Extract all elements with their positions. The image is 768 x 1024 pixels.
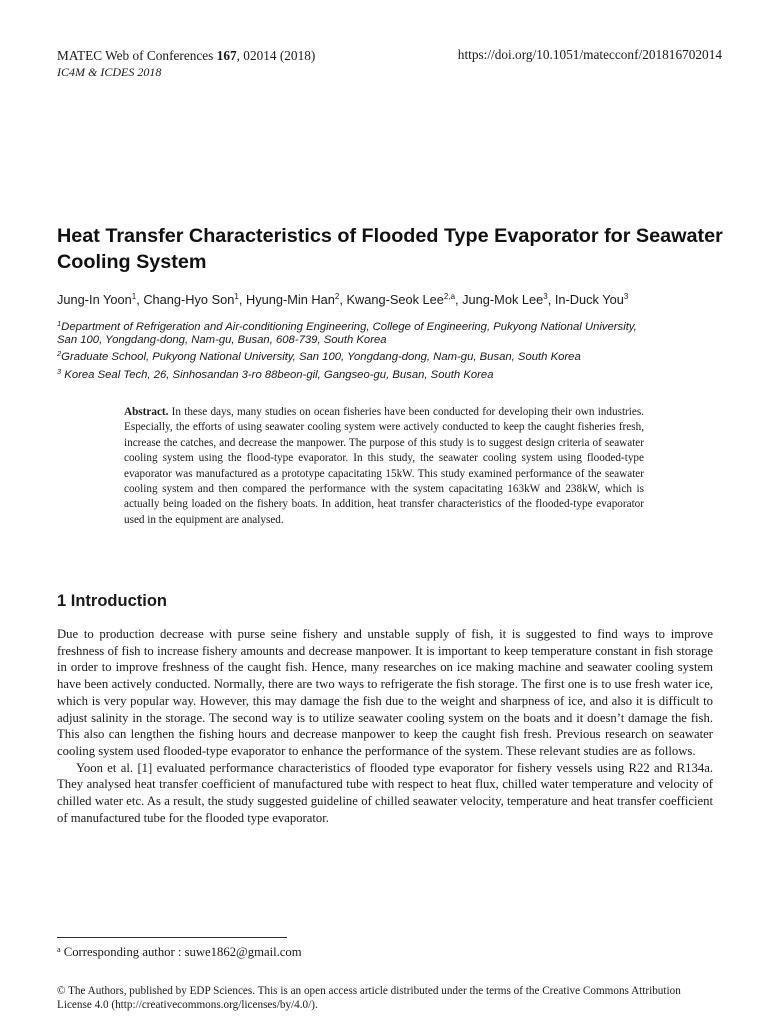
conference-name: MATEC Web of Conferences <box>57 48 217 63</box>
author-5: In-Duck You$^3$ <box>554 292 629 307</box>
footnote-divider <box>57 937 287 938</box>
author-affiliation-mark: 2 <box>334 292 340 301</box>
abstract-text: In these days, many studies on ocean fisheries have been conducted for developing their own industries. Especially, the efforts of using seawater cooling system were actively conducted to keep the caught fisheries fresh, increase the catches, and decrease the manpower. The purpose of this study is to suggest design criteria of seawater cooling system using the flood-type evaporator. In this study, the seawater cooling system using flooded-type evaporator was manufactured as a prototype capacitating 15kW. This study examined performance of the seawater cooling system and then compared the performance with the system capacitating 163kW and 238kW, which is actually being loaded on the fishery boats. In addition, heat transfer characteristics of the flooded-type evaporator used in the equipment are analysed. <box>124 406 644 526</box>
conference-subtitle: IC4M & ICDES 2018 <box>57 65 162 79</box>
running-header-conference <box>57 47 315 81</box>
author-4: Jung-Mok Lee$^3$, <box>462 292 555 307</box>
author-affiliation-mark: 3 <box>623 292 629 301</box>
paragraph: Yoon et al. [1] evaluated performance characteristics of flooded type evaporator for fishery vessels using R22 and R134a. They analysed heat transfer coefficient of manufactured tube with respect to heat flux, chilled water temperature and velocity of chilled water etc. As a result, the study suggested guideline of chilled seawater velocity, temperature and heat transfer coefficient of manufactured tube for the flooded type evaporator. <box>57 760 713 825</box>
author-affiliation-mark: 2,a <box>443 292 456 301</box>
affiliation-3: $^3$ Korea Seal Tech, 26, Sinhosandan 3-ro 88beon-gil, Gangseo-gu, Busan, South Korea <box>57 366 494 381</box>
section-heading-introduction: 1 Introduction <box>57 592 167 610</box>
introduction-body <box>57 626 713 826</box>
volume-number: 167 <box>216 48 237 63</box>
footnote-mark: a <box>57 945 61 954</box>
affiliation-2: $^2$Graduate School, Pukyong National University, San 100, Yongdang-dong, Nam-gu, Busan, South Korea <box>57 349 581 364</box>
author-affiliation-mark: 1 <box>131 292 137 301</box>
abstract-label: Abstract. <box>124 406 169 418</box>
author-3: Kwang-Seok Lee$^{2,a}$, <box>346 292 463 307</box>
affiliation-1: $^1$Department of Refrigeration and Air-conditioning Engineering, College of Engineering, Pukyong National University, San 100, Yongdang-dong, Nam-gu, Busan, 608-739, South Korea <box>57 319 637 347</box>
paragraph: Due to production decrease with purse seine fishery and unstable supply of fish, it is suggested to find ways to improve freshness of fish to increase fishery amounts and decrease manpower. It is important to keep temperature constant in fish storage in order to improve freshness of the caught fish. Hence, many researches on ice making machine and seawater cooling system have been actively conducted. Normally, there are two ways to refrigerate the fish storage. The first one is to use fresh water ice, which is very popular way. However, this may damage the fish due to the weight and sharpness of ice, and also it is difficult to adjust salinity in the storage. The second way is to utilize seawater cooling system on the boats and it doesn’t damage the fish. This also can lengthen the fishing hours and decrease manpower to keep the caught fish fresh. Previous research on seawater cooling system used flooded-type evaporator to enhance the performance of the system. These relevant studies are as follows. <box>57 627 713 758</box>
affiliation-list <box>57 317 737 382</box>
author-list <box>57 292 737 307</box>
author-affiliation-mark: 3 <box>543 292 548 301</box>
corresponding-author-footnote: $^a$ Corresponding author : suwe1862@gmail.com <box>57 945 302 959</box>
license-notice: © The Authors, published by EDP Sciences. This is an open access article distributed under the terms of the Creative Commons Attribution License 4.0 (http://creativecommons.org/licenses/by/4.0/). <box>57 985 681 1011</box>
author-1: Chang-Hyo Son$^1$, <box>143 292 246 307</box>
article-number: , 02014 (2018) <box>236 48 316 63</box>
abstract <box>124 405 644 528</box>
doi-link[interactable]: https://doi.org/10.1051/matecconf/201816702014 <box>457 47 722 62</box>
paper-title: Heat Transfer Characteristics of Flooded Type Evaporator for Seawater Cooling System <box>57 225 723 273</box>
author-0: Jung-In Yoon$^1$, <box>57 292 144 307</box>
author-2: Hyung-Min Han$^2$, <box>245 292 347 307</box>
author-affiliation-mark: 1 <box>234 292 239 301</box>
